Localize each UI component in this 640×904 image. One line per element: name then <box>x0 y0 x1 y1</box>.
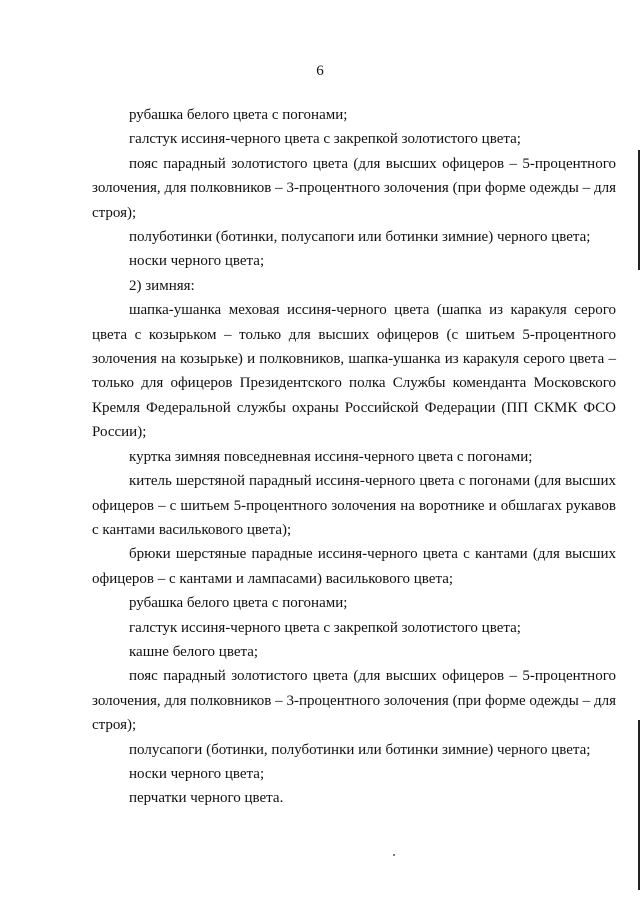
paragraph: полуботинки (ботинки, полусапоги или ботинки зимние) черного цвета; <box>129 229 591 246</box>
paragraph: рубашка белого цвета с погонами; <box>129 107 348 123</box>
paragraph: куртка зимняя повседневная иссиня-черного цвета с погонами; <box>129 448 533 465</box>
paragraph: пояс парадный золотистого цвета (для высших офицеров – 5-процентного золочения, для полковников – 3-процентного золочения (при форме одежды – для строя); <box>92 155 616 221</box>
paragraph: пояс парадный золотистого цвета (для высших офицеров – 5-процентного золочения, для полковников – 3-процентного золочения (при форме одежды – для строя); <box>92 668 616 734</box>
paragraph: перчатки черного цвета. <box>129 790 284 807</box>
paragraph: 2) зимняя: <box>129 277 195 294</box>
document-body <box>92 103 616 811</box>
scan-speck <box>393 854 395 856</box>
paragraph: галстук иссиня-черного цвета с закрепкой золотистого цвета; <box>129 131 521 148</box>
page-number: 6 <box>316 63 324 79</box>
paragraph: брюки шерстяные парадные иссиня-черного цвета с кантами (для высших офицеров – с кантами и лампасами) василькового цвета; <box>92 546 616 587</box>
paragraph: носки черного цвета; <box>129 253 265 270</box>
paragraph: носки черного цвета; <box>129 765 265 782</box>
paragraph: шапка-ушанка меховая иссиня-черного цвета (шапка из каракуля серого цвета с козырьком – только для высших офицеров (с шитьем 5-процентного золочения на козырьке) и полковников, шапка-ушанка из каракуля серого цвета – только для офицеров Президентского полка Службы коменданта Московского Кремля Федеральной службы охраны Российской Федерации (ПП СКМК ФСО России); <box>92 302 616 441</box>
paragraph: китель шерстяной парадный иссиня-черного цвета с погонами (для высших офицеров – с шитьем 5-процентного золочения на воротнике и обшлагах рукавов с кантами василькового цвета); <box>92 473 616 538</box>
paragraph: полусапоги (ботинки, полуботинки или ботинки зимние) черного цвета; <box>129 741 591 758</box>
paragraph: рубашка белого цвета с погонами; <box>129 595 348 612</box>
paragraph: кашне белого цвета; <box>129 643 259 660</box>
paragraph: галстук иссиня-черного цвета с закрепкой золотистого цвета; <box>129 619 521 636</box>
